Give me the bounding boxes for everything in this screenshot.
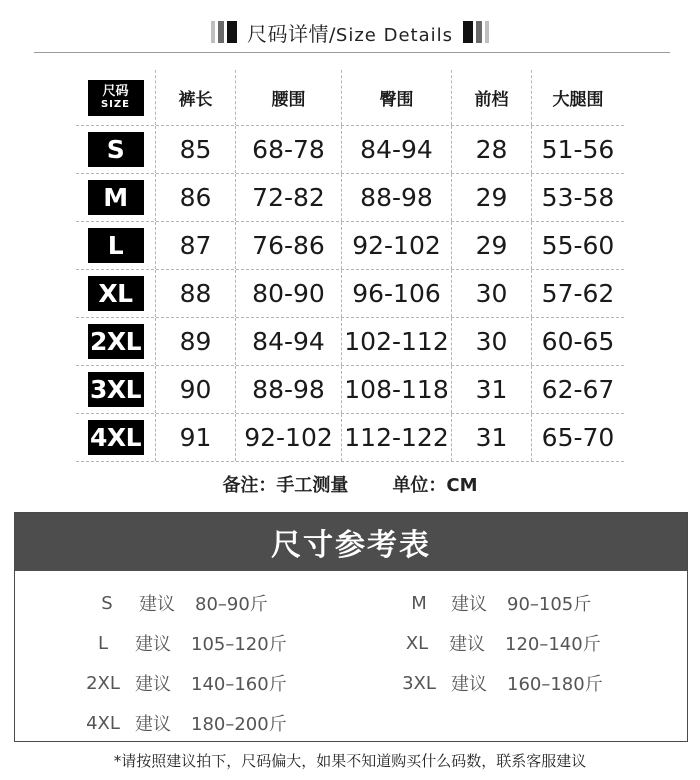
- reference-size: 4XL: [86, 712, 120, 734]
- size-tag: S: [88, 132, 144, 167]
- size-cell: [76, 414, 156, 461]
- table-cell: 68-78: [236, 126, 342, 173]
- reference-weight: 90–105斤: [507, 594, 592, 615]
- size-reference-panel: [14, 512, 688, 742]
- footer-note: *请按照建议拍下，尺码偏大，如果不知道购买什么码数，联系客服建议: [113, 752, 587, 770]
- table-cell: 85: [156, 126, 236, 173]
- table-row: [76, 414, 624, 462]
- reference-weight: 80–90斤: [195, 594, 268, 615]
- size-tag: L: [88, 228, 144, 263]
- reference-weight: 140–160斤: [191, 674, 287, 695]
- table-cell: 28: [452, 126, 532, 173]
- table-cell: 87: [156, 222, 236, 269]
- table-cell: 84-94: [236, 318, 342, 365]
- reference-weight: 120–140斤: [505, 634, 601, 655]
- table-cell: 76-86: [236, 222, 342, 269]
- table-cell: 53-58: [541, 183, 615, 212]
- table-cell: 108-118: [342, 366, 452, 413]
- table-row: [76, 270, 624, 318]
- title-zh: 尺码详情: [247, 21, 329, 46]
- size-cell: [76, 174, 156, 221]
- header-divider: [34, 52, 670, 53]
- column-header: 腰围: [236, 70, 342, 125]
- table-cell: 29: [452, 222, 532, 269]
- table-cell: 92-102: [342, 222, 452, 269]
- reference-item: [83, 669, 287, 697]
- measurement-note: [0, 470, 700, 498]
- table-cell: 96-106: [342, 270, 452, 317]
- size-header-en: SIZE: [100, 99, 130, 110]
- reference-suggest-label: 建议: [135, 634, 171, 655]
- title-separator: /: [329, 23, 336, 46]
- reference-item: [87, 589, 268, 617]
- size-header-zh: 尺码: [102, 84, 129, 99]
- table-cell: 90: [156, 366, 236, 413]
- reference-weight: 180–200斤: [191, 714, 287, 735]
- size-tag: 4XL: [88, 420, 144, 455]
- column-header: 臀围: [342, 70, 452, 125]
- note-unit: 单位：CM: [392, 475, 478, 496]
- size-header-tag: [88, 80, 144, 116]
- reference-suggest-label: 建议: [139, 594, 175, 615]
- reference-item: [397, 629, 601, 657]
- size-tag: M: [88, 180, 144, 215]
- table-cell: 86: [156, 174, 236, 221]
- table-cell: 30: [452, 270, 532, 317]
- table-cell: 112-122: [342, 414, 452, 461]
- table-cell: 89: [156, 318, 236, 365]
- reference-item: [83, 709, 287, 737]
- section-header: [0, 14, 700, 50]
- reference-suggest-label: 建议: [449, 634, 485, 655]
- table-row: [76, 222, 624, 270]
- reference-suggest-label: 建议: [135, 714, 171, 735]
- table-cell: 84-94: [342, 126, 452, 173]
- table-cell: 55-60: [541, 231, 615, 260]
- table-cell: 57-62: [541, 279, 615, 308]
- reference-suggest-label: 建议: [451, 594, 487, 615]
- size-cell: [76, 270, 156, 317]
- reference-weight: 160–180斤: [507, 674, 603, 695]
- table-cell: 102-112: [342, 318, 452, 365]
- size-table: [76, 70, 624, 452]
- table-cell: 29: [452, 174, 532, 221]
- table-cell: 88-98: [236, 366, 342, 413]
- table-cell: 31: [452, 414, 532, 461]
- table-row: [76, 174, 624, 222]
- table-cell: 88-98: [342, 174, 452, 221]
- table-cell: 51-56: [541, 135, 615, 164]
- size-tag: XL: [88, 276, 144, 311]
- reference-item: [399, 589, 591, 617]
- note-remark: 备注：手工测量: [222, 475, 349, 496]
- table-row: [76, 126, 624, 174]
- column-header: 大腿围: [552, 90, 604, 110]
- reference-weight: 105–120斤: [191, 634, 287, 655]
- size-cell: [76, 126, 156, 173]
- reference-item: [399, 669, 603, 697]
- size-cell: [76, 318, 156, 365]
- table-cell: 92-102: [236, 414, 342, 461]
- page-title: [247, 18, 453, 47]
- table-cell: 80-90: [236, 270, 342, 317]
- table-cell: 31: [452, 366, 532, 413]
- table-cell: 30: [452, 318, 532, 365]
- column-header: 前档: [452, 70, 532, 125]
- size-tag: 3XL: [88, 372, 144, 407]
- column-header: 裤长: [156, 70, 236, 125]
- left-bars-decoration: [211, 21, 237, 43]
- table-row: [76, 366, 624, 414]
- reference-suggest-label: 建议: [451, 674, 487, 695]
- right-bars-decoration: [463, 21, 489, 43]
- reference-size: L: [97, 632, 109, 654]
- reference-size: XL: [405, 632, 429, 654]
- size-cell: [76, 222, 156, 269]
- reference-suggest-label: 建议: [135, 674, 171, 695]
- size-tag: 2XL: [88, 324, 144, 359]
- reference-size: 2XL: [86, 672, 120, 694]
- reference-size: S: [101, 592, 113, 614]
- table-cell: 91: [156, 414, 236, 461]
- size-cell: [76, 366, 156, 413]
- reference-item: [83, 629, 287, 657]
- table-cell: 88: [156, 270, 236, 317]
- title-en: Size Details: [335, 24, 453, 46]
- table-header-row: [76, 70, 624, 126]
- table-cell: 62-67: [541, 375, 615, 404]
- reference-size: M: [411, 592, 427, 614]
- header-size-cell: [76, 70, 156, 125]
- table-row: [76, 318, 624, 366]
- table-cell: 65-70: [541, 423, 615, 452]
- reference-size: 3XL: [402, 672, 436, 694]
- reference-title: 尺寸参考表: [15, 513, 687, 571]
- table-cell: 72-82: [236, 174, 342, 221]
- table-cell: 60-65: [541, 327, 615, 356]
